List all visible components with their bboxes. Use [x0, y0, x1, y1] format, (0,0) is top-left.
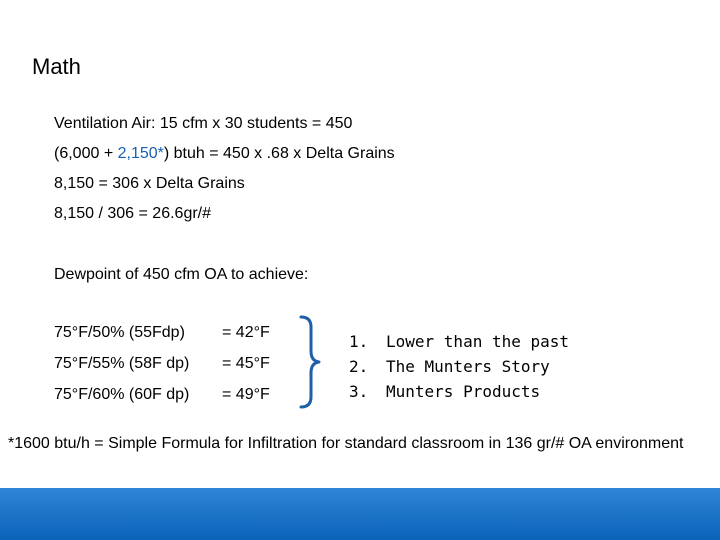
grains-equation: 8,150 = 306 x Delta Grains [54, 175, 245, 192]
dewpoint-heading: Dewpoint of 450 cfm OA to achieve: [54, 266, 309, 283]
condition-result: = 42°F [222, 324, 270, 341]
condition-label: 75°F/50% (55Fdp) [54, 324, 185, 341]
btuh-part-a: (6,000 + [54, 145, 118, 162]
btuh-highlight: 2,150* [117, 145, 164, 162]
list-item: 1. Lower than the past [349, 332, 570, 351]
condition-result: = 45°F [222, 355, 270, 372]
agenda-list [349, 329, 569, 404]
btuh-part-c: ) btuh = 450 x .68 x Delta Grains [163, 145, 395, 162]
btuh-line [54, 145, 395, 163]
page-title: Math [32, 54, 81, 79]
list-item: 3. Munters Products [349, 382, 541, 401]
grains-result: 8,150 / 306 = 26.6gr/# [54, 205, 212, 222]
condition-label: 75°F/55% (58F dp) [54, 355, 190, 372]
ventilation-line: Ventilation Air: 15 cfm x 30 students = 450 [54, 115, 353, 132]
list-item: 2. The Munters Story [349, 357, 550, 376]
right-brace-icon [298, 315, 322, 409]
footer-bar [0, 488, 720, 540]
condition-label: 75°F/60% (60F dp) [54, 386, 190, 403]
footnote: *1600 btu/h = Simple Formula for Infiltration for standard classroom in 136 gr/# OA environment [8, 435, 684, 452]
condition-result: = 49°F [222, 386, 270, 403]
